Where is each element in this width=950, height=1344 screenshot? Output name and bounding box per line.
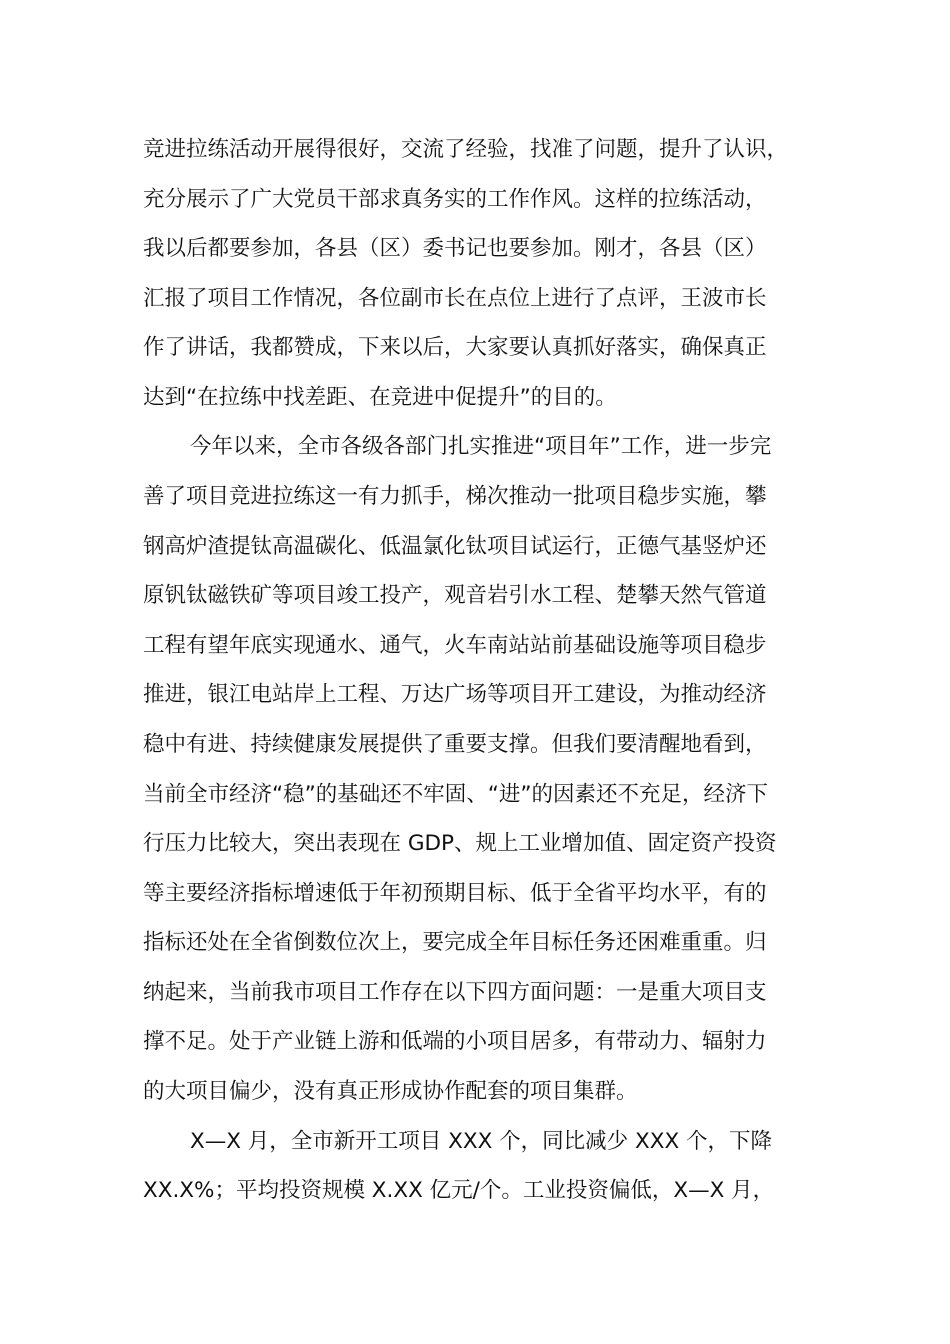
text-line: X—X 月，全市新开工项目 XXX 个，同比减少 XXX 个，下降 [190,1129,773,1154]
text-line: 钢高炉渣提钛高温碳化、低温氯化钛项目试运行，正德气基竖炉还 [143,534,767,559]
text-line: 原钒钛磁铁矿等项目竣工投产，观音岩引水工程、楚攀天然气管道 [143,583,767,608]
text-line: 指标还处在全省倒数位次上，要完成全年目标任务还困难重重。归 [143,930,767,955]
text-line: 稳中有进、持续健康发展提供了重要支撑。但我们要清醒地看到， [143,732,767,757]
text-line: 当前全市经济“稳”的基础还不牢固、“进”的因素还不充足，经济下 [143,782,769,807]
text-line: 等主要经济指标增速低于年初预期目标、低于全省平均水平，有的 [143,881,767,906]
text-line: 作了讲话，我都赞成，下来以后，大家要认真抓好落实，确保真正 [143,335,767,360]
text-line: 充分展示了广大党员干部求真务实的工作作风。这样的拉练活动， [143,187,767,212]
text-line: 推进，银江电站岸上工程、万达广场等项目开工建设，为推动经济 [143,682,767,707]
text-line: 纳起来，当前我市项目工作存在以下四方面问题：一是重大项目支 [143,980,767,1005]
text-line: 撑不足。处于产业链上游和低端的小项目居多，有带动力、辐射力 [143,1029,767,1054]
text-line: 竞进拉练活动开展得很好，交流了经验，找准了问题，提升了认识， [143,137,789,162]
text-line: 行压力比较大，突出表现在 GDP、规上工业增加值、固定资产投资 [143,831,777,856]
text-line: XX.X%；平均投资规模 X.XX 亿元/个。工业投资偏低，X—X 月， [143,1178,775,1203]
text-line: 我以后都要参加，各县（区）委书记也要参加。刚才，各县（区） [143,236,767,261]
text-line: 今年以来，全市各级各部门扎实推进“项目年”工作，进一步完 [190,434,772,459]
text-line: 达到“在拉练中找差距、在竞进中促提升”的目的。 [143,385,617,410]
text-line: 善了项目竞进拉练这一有力抓手，梯次推动一批项目稳步实施，攀 [143,484,767,509]
text-line: 汇报了项目工作情况，各位副市长在点位上进行了点评，王波市长 [143,286,767,311]
text-line: 的大项目偏少，没有真正形成协作配套的项目集群。 [143,1079,638,1104]
text-line: 工程有望年底实现通水、通气，火车南站站前基础设施等项目稳步 [143,633,767,658]
